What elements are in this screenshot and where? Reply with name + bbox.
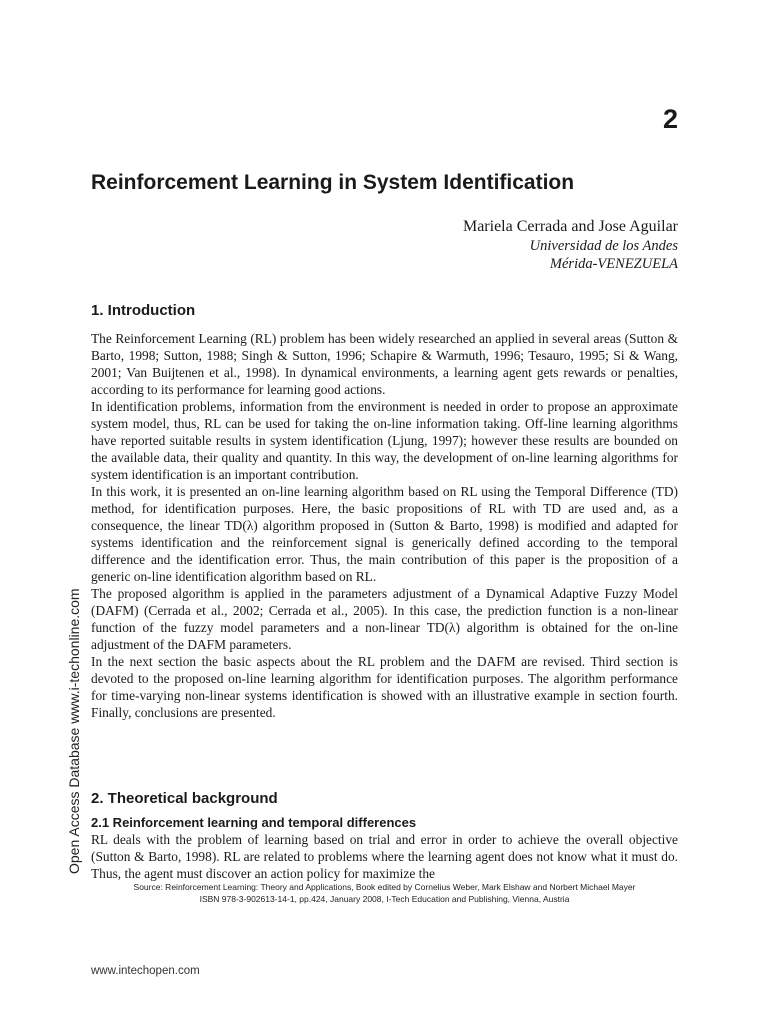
author-block — [463, 217, 678, 273]
source-note-line1: Source: Reinforcement Learning: Theory and Applications, Book edited by Cornelius Weber, Mark Elshaw and Norbert Michael Mayer — [133, 882, 636, 892]
paragraph: The proposed algorithm is applied in the parameters adjustment of a Dynamical Adaptive Fuzzy Model (DAFM) (Cerrada et al., 2002; Cerrada et al., 2005). In this case, the prediction function is a non-linear function of the fuzzy model parameters and a non-linear TD(λ) algorithm is obtained for the on-line adjustment of the DAFM parameters. — [91, 586, 678, 652]
introduction-body — [91, 330, 678, 721]
chapter-number: 2 — [662, 104, 678, 134]
source-note-line2: ISBN 978-3-902613-14-1, pp.424, January 2008, I-Tech Education and Publishing, Vienna, Austria — [199, 894, 570, 904]
section-heading-theoretical-background: 2. Theoretical background — [91, 790, 278, 807]
author-affiliation-line2: Mérida-VENEZUELA — [549, 256, 678, 272]
paragraph: In identification problems, information from the environment is needed in order to propose an approximate system model, thus, RL can be used for taking the on-line information taking. Off-line learning algorithms have reported suitable results in system identification (Ljung, 1997); however these results are bounded on the available data, their quality and quantity. In this way, the development of on-line learning algorithms for system identification is an important contribution. — [91, 399, 678, 482]
author-names: Mariela Cerrada and Jose Aguilar — [462, 218, 678, 235]
footer-url: www.intechopen.com — [91, 965, 200, 977]
source-note — [91, 881, 678, 905]
paragraph: RL deals with the problem of learning based on trial and error in order to achieve the overall objective (Sutton & Barto, 1998). RL are related to problems where the learning agent does not know what it must do. Thus, the agent must discover an action policy for maximize the — [91, 832, 678, 881]
paragraph: In the next section the basic aspects about the RL problem and the DAFM are revised. Third section is devoted to the proposed on-line learning algorithm for identification purposes. The algorithm performance for time-varying non-linear systems identification is showed with an illustrative example in section fourth. Finally, conclusions are presented. — [91, 654, 678, 720]
paragraph: The Reinforcement Learning (RL) problem has been widely researched an applied in several areas (Sutton & Barto, 1998; Sutton, 1988; Singh & Sutton, 1996; Schapire & Warmuth, 1996; Tesauro, 1995; Si & Wang, 2001; Van Buijtenen et al., 1998). In dynamical environments, a learning agent gets rewards or penalties, according to its performance for learning good actions. — [91, 331, 678, 397]
author-affiliation-line1: Universidad de los Andes — [529, 238, 678, 254]
side-banner: Open Access Database www.i-techonline.com — [66, 588, 82, 874]
chapter-title: Reinforcement Learning in System Identification — [91, 171, 575, 194]
background-body — [91, 831, 678, 882]
subsection-heading-rl-td: 2.1 Reinforcement learning and temporal differences — [91, 815, 417, 830]
paragraph: In this work, it is presented an on-line learning algorithm based on RL using the Temporal Difference (TD) method, for identification purposes. Here, the basic propositions of RL with TD are used and, as a consequence, the linear TD(λ) algorithm proposed in (Sutton & Barto, 1998) is modified and adapted for systems identification and the reinforcement signal is generically defined according to the temporal difference and the identification error. Thus, the main contribution of this paper is the proposition of a generic on-line identification algorithm based on RL. — [91, 484, 678, 584]
section-heading-introduction: 1. Introduction — [91, 302, 196, 319]
